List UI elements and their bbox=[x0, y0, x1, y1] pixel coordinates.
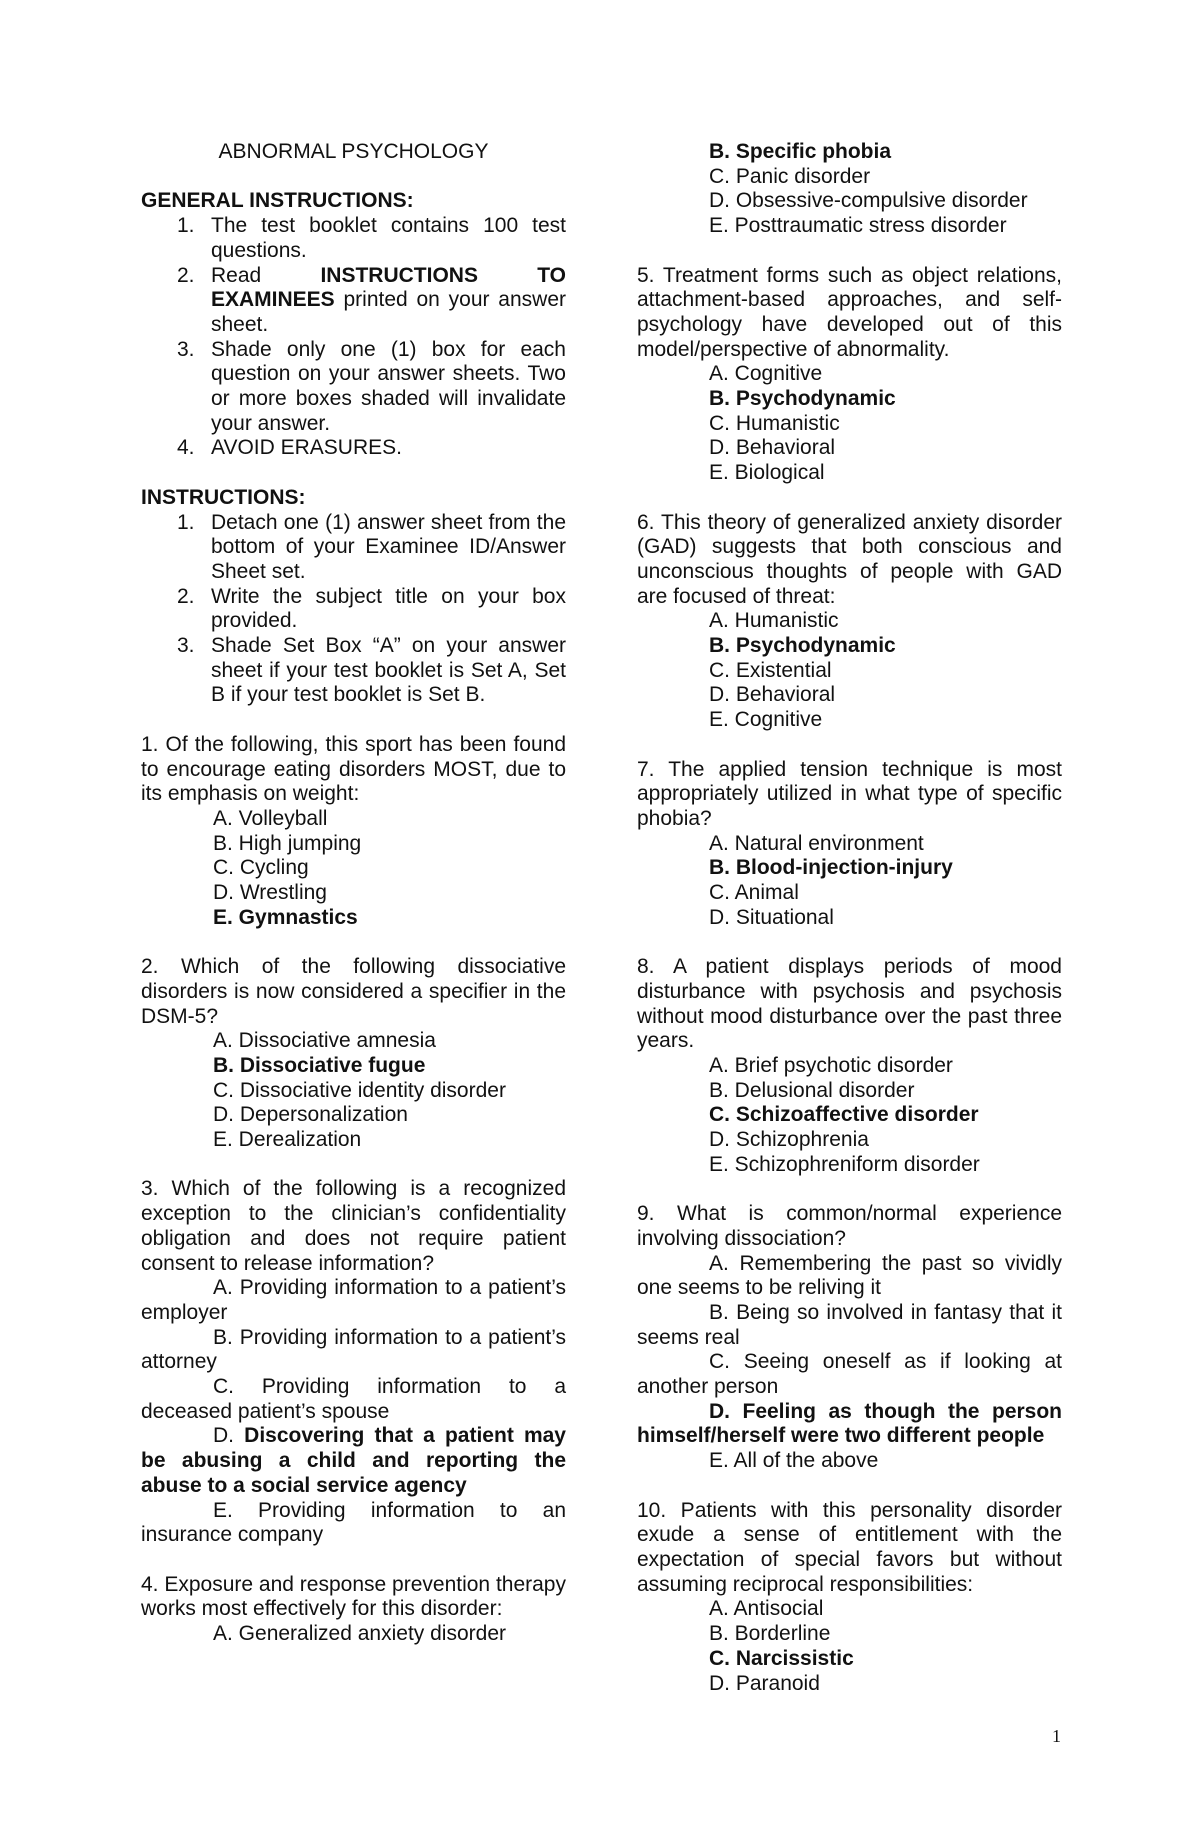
general-instructions-list bbox=[141, 214, 566, 461]
question-1 bbox=[141, 733, 566, 931]
question-stem: 1. Of the following, this sport has been found to encourage eating disorders MOST, due to its emphasis on weight: bbox=[141, 732, 566, 806]
option: C. Panic disorder bbox=[709, 164, 871, 188]
option: A. Antisocial bbox=[709, 1597, 824, 1621]
answer-option: C. Schizoaffective disorder bbox=[709, 1103, 979, 1127]
option: D. Obsessive-compulsive disorder bbox=[709, 189, 1028, 213]
question-stem: 6. This theory of generalized anxiety disorder (GAD) suggests that both conscious and unconscious thoughts of people with GAD are focused of threat: bbox=[637, 510, 1062, 608]
option: D. Wrestling bbox=[213, 881, 327, 905]
option: A. Remembering the past so vividly one seems to be reliving it bbox=[637, 1251, 1062, 1300]
question-7 bbox=[637, 758, 1062, 931]
option: A. Volleyball bbox=[213, 806, 328, 830]
list-item: 1. Detach one (1) answer sheet from the bottom of your Examinee ID/Answer Sheet set. bbox=[177, 510, 566, 583]
option: B. Borderline bbox=[709, 1622, 831, 1646]
answer-option: B. Psychodynamic bbox=[709, 634, 896, 658]
answer-option: C. Narcissistic bbox=[709, 1646, 854, 1670]
question-2 bbox=[141, 955, 566, 1153]
list-item: 2. Read INSTRUCTIONS TO EXAMINEES printed on your answer sheet. bbox=[177, 263, 566, 336]
question-4-continued bbox=[637, 140, 1062, 239]
general-instructions-heading: GENERAL INSTRUCTIONS: bbox=[141, 189, 414, 213]
question-stem: 5. Treatment forms such as object relations, attachment-based approaches, and self-psychology have developed out of this model/perspective of abnormality. bbox=[637, 263, 1062, 361]
option: D. Situational bbox=[709, 905, 834, 929]
option: B. Providing information to a patient’s attorney bbox=[141, 1325, 566, 1374]
option: C. Seeing oneself as if looking at another person bbox=[637, 1350, 1062, 1399]
question-9 bbox=[637, 1202, 1062, 1474]
question-stem: 9. What is common/normal experience involving dissociation? bbox=[637, 1202, 1062, 1250]
option: C. Existential bbox=[709, 658, 832, 682]
option: D. Schizophrenia bbox=[709, 1128, 869, 1152]
instructions-list bbox=[141, 511, 566, 709]
list-item: 4. AVOID ERASURES. bbox=[177, 436, 402, 460]
document-title: ABNORMAL PSYCHOLOGY bbox=[218, 140, 489, 163]
option: B. High jumping bbox=[213, 831, 362, 855]
option: D. Depersonalization bbox=[213, 1103, 408, 1127]
question-8 bbox=[637, 955, 1062, 1177]
question-stem: 4. Exposure and response prevention therapy works most effectively for this disorder: bbox=[141, 1572, 566, 1621]
option: E. Posttraumatic stress disorder bbox=[709, 214, 1007, 238]
answer-option: B. Blood-injection-injury bbox=[709, 856, 953, 880]
option: C. Humanistic bbox=[709, 411, 840, 435]
option: A. Dissociative amnesia bbox=[213, 1029, 436, 1053]
option: A. Cognitive bbox=[709, 362, 823, 386]
answer-option: D. Feeling as though the person himself/herself were two different people bbox=[637, 1399, 1062, 1448]
answer-option: E. Gymnastics bbox=[213, 905, 358, 929]
option: E. Biological bbox=[709, 461, 825, 485]
option: B. Delusional disorder bbox=[709, 1078, 915, 1102]
list-item: 3. Shade Set Box “A” on your answer sheet if your test booklet is Set A, Set B if your test booklet is Set B. bbox=[177, 634, 566, 707]
question-6 bbox=[637, 511, 1062, 733]
option: A. Providing information to a patient’s employer bbox=[141, 1276, 566, 1324]
option: A. Natural environment bbox=[709, 831, 924, 855]
option: E. All of the above bbox=[709, 1449, 879, 1473]
option: E. Derealization bbox=[213, 1128, 362, 1152]
answer-option: B. Dissociative fugue bbox=[213, 1053, 426, 1077]
option: E. Cognitive bbox=[709, 708, 823, 732]
list-item: 1. The test booklet contains 100 test questions. bbox=[177, 214, 566, 262]
left-column bbox=[141, 140, 566, 1647]
option: C. Providing information to a deceased patient’s spouse bbox=[141, 1375, 566, 1423]
option: A. Humanistic bbox=[709, 609, 839, 633]
question-stem: 8. A patient displays periods of mood disturbance with psychosis and psychosis without mood disturbance over the past three years. bbox=[637, 955, 1062, 1053]
option: C. Cycling bbox=[213, 856, 309, 880]
option: D. Behavioral bbox=[709, 436, 836, 460]
question-stem: 2. Which of the following dissociative disorders is now considered a specifier in the DSM-5? bbox=[141, 955, 566, 1028]
option: A. Brief psychotic disorder bbox=[709, 1053, 953, 1077]
option: D. Paranoid bbox=[709, 1671, 820, 1695]
option: D. Behavioral bbox=[709, 683, 836, 707]
question-stem: 3. Which of the following is a recognized exception to the clinician’s confidentiality obligation and does not require patient consent to release information? bbox=[141, 1177, 566, 1275]
option: C. Animal bbox=[709, 881, 799, 905]
answer-option: B. Psychodynamic bbox=[709, 387, 896, 411]
question-3 bbox=[141, 1177, 566, 1548]
page-number: 1 bbox=[1052, 1726, 1061, 1746]
list-item: 2. Write the subject title on your box provided. bbox=[177, 584, 566, 633]
instructions-to-examinees: INSTRUCTIONS TO EXAMINEES bbox=[211, 263, 566, 312]
option: E. Providing information to an insurance company bbox=[141, 1498, 566, 1547]
option: B. Being so involved in fantasy that it seems real bbox=[637, 1300, 1062, 1349]
option: E. Schizophreniform disorder bbox=[709, 1152, 980, 1176]
option: C. Dissociative identity disorder bbox=[213, 1078, 506, 1102]
answer-option: D. Discovering that a patient may be abusing a child and reporting the abuse to a social service agency bbox=[141, 1424, 566, 1497]
question-5 bbox=[637, 264, 1062, 486]
instructions-heading: INSTRUCTIONS: bbox=[141, 485, 306, 509]
question-stem: 7. The applied tension technique is most appropriately utilized in what type of specific phobia? bbox=[637, 757, 1062, 830]
option: A. Generalized anxiety disorder bbox=[213, 1622, 506, 1646]
question-10 bbox=[637, 1499, 1062, 1697]
answer-option: B. Specific phobia bbox=[709, 140, 892, 163]
list-item: 3. Shade only one (1) box for each question on your answer sheets. Two or more boxes shaded will invalidate your answer. bbox=[177, 337, 566, 435]
right-column bbox=[637, 140, 1062, 1696]
question-stem: 10. Patients with this personality disorder exude a sense of entitlement with the expectation of special favors but without assuming reciprocal responsibilities: bbox=[637, 1498, 1062, 1596]
question-4 bbox=[141, 1573, 566, 1647]
